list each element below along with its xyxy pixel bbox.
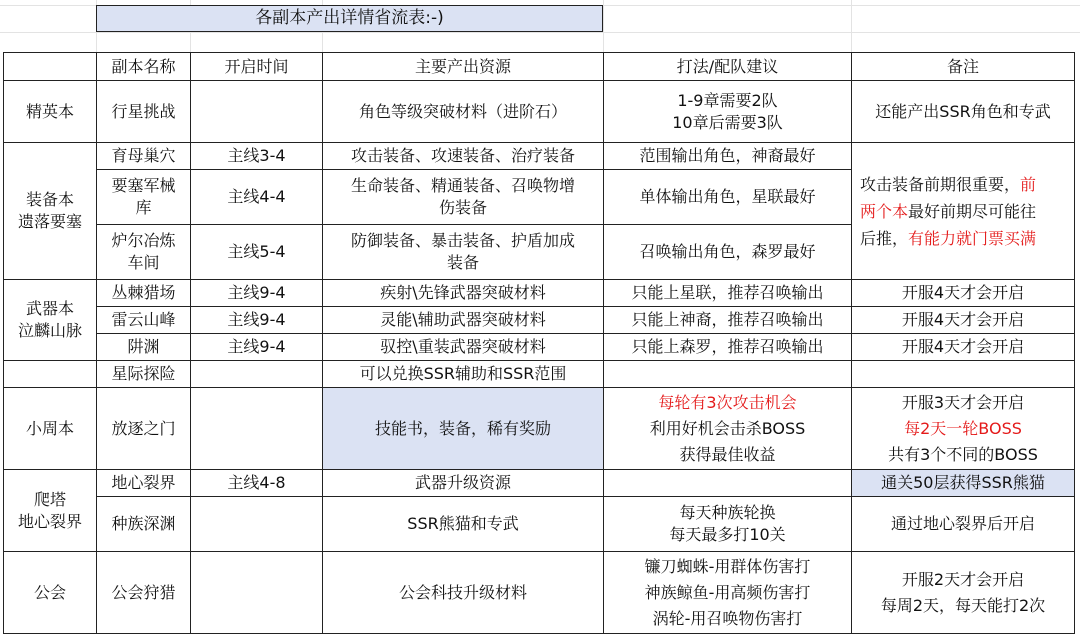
sheet-title[interactable]: 各副本产出详情省流表:-) xyxy=(96,5,603,32)
note-cell[interactable]: 还能产出SSR角色和专武 xyxy=(852,81,1075,143)
group-cell[interactable] xyxy=(4,143,97,280)
group-cell[interactable]: 精英本 xyxy=(4,81,97,143)
name-cell[interactable]: 育母巢穴 xyxy=(97,143,191,170)
time-cell[interactable] xyxy=(191,81,323,143)
header-cell[interactable] xyxy=(4,53,97,81)
time-cell[interactable]: 主线5-4 xyxy=(191,225,323,280)
group-cell[interactable]: 武器本 泣麟山脉 xyxy=(4,280,97,361)
tip-cell[interactable]: 只能上神裔，推荐召唤输出 xyxy=(604,307,852,334)
header-cell[interactable]: 备注 xyxy=(852,53,1075,81)
table-row xyxy=(4,143,1075,170)
tip-cell[interactable]: 范围输出角色，神裔最好 xyxy=(604,143,852,170)
table-row xyxy=(4,388,1075,470)
group-line: 遗落要塞 xyxy=(17,212,82,231)
table-row xyxy=(4,470,1075,497)
time-cell[interactable] xyxy=(191,388,323,470)
output-cell[interactable]: 驭控\重装武器突破材料 xyxy=(323,334,604,361)
group-cell[interactable]: 小周本 xyxy=(4,388,97,470)
header-cell[interactable]: 开启时间 xyxy=(191,53,323,81)
output-cell[interactable]: 公会科技升级材料 xyxy=(323,552,604,634)
table-row xyxy=(4,361,1075,388)
table-row xyxy=(4,280,1075,307)
note-cell[interactable]: 通过地心裂界后开启 xyxy=(852,497,1075,552)
name-cell[interactable]: 星际探险 xyxy=(97,361,191,388)
name-cell[interactable]: 炉尔冶炼 车间 xyxy=(97,225,191,280)
note-cell[interactable] xyxy=(852,361,1075,388)
time-cell[interactable]: 主线4-4 xyxy=(191,170,323,225)
table-row xyxy=(4,497,1075,552)
header-cell[interactable]: 副本名称 xyxy=(97,53,191,81)
output-cell[interactable]: 武器升级资源 xyxy=(323,470,604,497)
name-cell[interactable]: 阱渊 xyxy=(97,334,191,361)
tip-cell[interactable]: 只能上森罗，推荐召唤输出 xyxy=(604,334,852,361)
name-cell[interactable]: 地心裂界 xyxy=(97,470,191,497)
note-cell[interactable]: 开服3天才会开启 每2天一轮BOSS 共有3个不同的BOSS xyxy=(852,388,1075,470)
time-cell[interactable]: 主线3-4 xyxy=(191,143,323,170)
dungeon-table xyxy=(3,52,1075,634)
note-cell[interactable]: 攻击装备前期很重要，前 两个本最好前期尽可能往 后推，有能力就门票买满 xyxy=(852,143,1075,280)
time-cell[interactable] xyxy=(191,552,323,634)
tip-line: 1-9章需要2队 xyxy=(677,90,778,110)
group-cell[interactable] xyxy=(4,361,97,388)
output-cell[interactable]: 防御装备、暴击装备、护盾加成 装备 xyxy=(323,225,604,280)
note-cell[interactable]: 开服4天才会开启 xyxy=(852,280,1075,307)
tip-line: 10章后需要3队 xyxy=(672,112,783,132)
output-cell[interactable]: 角色等级突破材料（进阶石） xyxy=(323,81,604,143)
tip-cell[interactable] xyxy=(604,470,852,497)
table-row xyxy=(4,334,1075,361)
output-cell[interactable]: SSR熊猫和专武 xyxy=(323,497,604,552)
tip-cell[interactable]: 每轮有3次攻击机会 利用好机会击杀BOSS 获得最佳收益 xyxy=(604,388,852,470)
name-cell[interactable]: 要塞军械 库 xyxy=(97,170,191,225)
tip-cell[interactable]: 召唤输出角色，森罗最好 xyxy=(604,225,852,280)
table-row xyxy=(4,552,1075,634)
note-cell[interactable]: 开服4天才会开启 xyxy=(852,307,1075,334)
output-cell[interactable]: 攻击装备、攻速装备、治疗装备 xyxy=(323,143,604,170)
group-cell[interactable]: 公会 xyxy=(4,552,97,634)
tip-cell[interactable]: 只能上星联，推荐召唤输出 xyxy=(604,280,852,307)
output-cell[interactable]: 疾射\先锋武器突破材料 xyxy=(323,280,604,307)
time-cell[interactable] xyxy=(191,497,323,552)
time-cell[interactable]: 主线9-4 xyxy=(191,334,323,361)
tip-cell[interactable]: 每天种族轮换 每天最多打10关 xyxy=(604,497,852,552)
tip-cell[interactable] xyxy=(604,361,852,388)
output-cell[interactable]: 技能书，装备，稀有奖励 xyxy=(323,388,604,470)
tip-cell[interactable]: 镰刀蜘蛛-用群体伤害打 神族鲸鱼-用高频伤害打 涡轮-用召唤物伤害打 xyxy=(604,552,852,634)
group-cell[interactable]: 爬塔 地心裂界 xyxy=(4,470,97,552)
time-cell[interactable] xyxy=(191,361,323,388)
time-cell[interactable]: 主线9-4 xyxy=(191,307,323,334)
name-cell[interactable]: 丛棘猎场 xyxy=(97,280,191,307)
name-cell[interactable]: 雷云山峰 xyxy=(97,307,191,334)
output-cell[interactable]: 灵能\辅助武器突破材料 xyxy=(323,307,604,334)
header-cell[interactable]: 主要产出资源 xyxy=(323,53,604,81)
table-row xyxy=(4,307,1075,334)
name-cell[interactable]: 行星挑战 xyxy=(97,81,191,143)
output-cell[interactable]: 生命装备、精通装备、召唤物增 伤装备 xyxy=(323,170,604,225)
time-cell[interactable]: 主线4-8 xyxy=(191,470,323,497)
group-line: 装备本 xyxy=(25,190,74,209)
note-cell[interactable]: 开服4天才会开启 xyxy=(852,334,1075,361)
tip-cell[interactable] xyxy=(604,81,852,143)
name-cell[interactable]: 放逐之门 xyxy=(97,388,191,470)
name-cell[interactable]: 公会狩猎 xyxy=(97,552,191,634)
output-cell[interactable]: 可以兑换SSR辅助和SSR范围 xyxy=(323,361,604,388)
header-row xyxy=(4,53,1075,81)
time-cell[interactable]: 主线9-4 xyxy=(191,280,323,307)
note-cell[interactable]: 通关50层获得SSR熊猫 xyxy=(852,470,1075,497)
note-cell[interactable]: 开服2天才会开启 每周2天，每天能打2次 xyxy=(852,552,1075,634)
name-cell[interactable]: 种族深渊 xyxy=(97,497,191,552)
tip-cell[interactable]: 单体输出角色，星联最好 xyxy=(604,170,852,225)
table-row xyxy=(4,81,1075,143)
header-cell[interactable]: 打法/配队建议 xyxy=(604,53,852,81)
